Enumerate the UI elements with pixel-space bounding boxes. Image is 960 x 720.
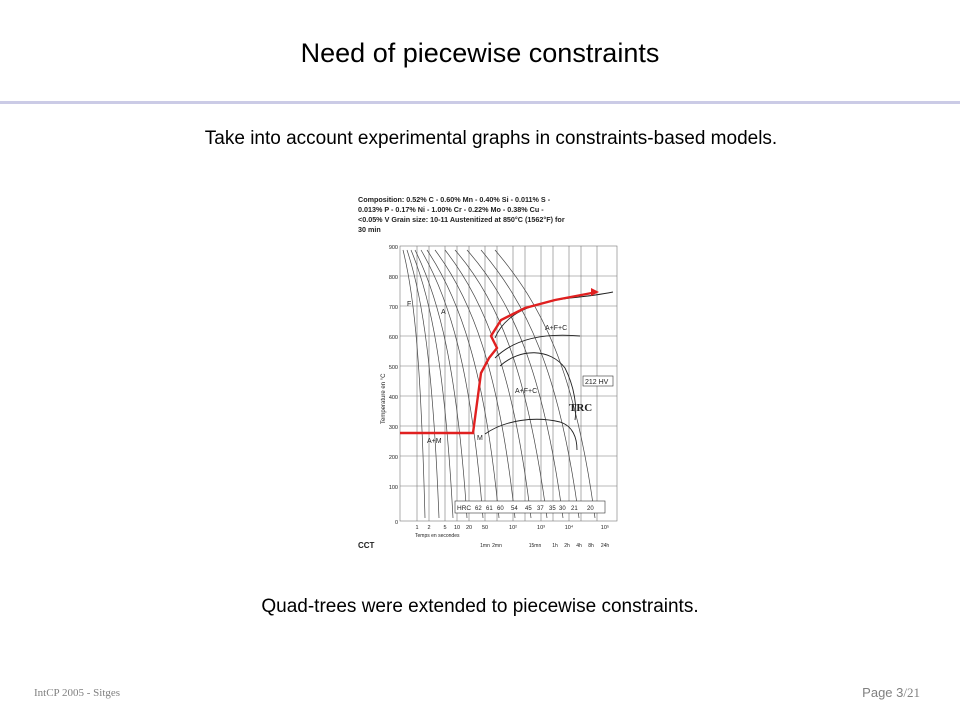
x-tick: 20: [465, 525, 473, 531]
y-tick-0: 0: [394, 520, 398, 526]
x-tick: 5: [443, 525, 447, 531]
x-tick: 10³: [537, 525, 545, 531]
x-sub-label: 2h: [564, 543, 570, 549]
y-tick-400: 400: [388, 395, 398, 401]
x-sub-label: 1mn: [480, 543, 490, 549]
x-tick: 10⁴: [564, 525, 574, 531]
hrc-value: 30: [559, 506, 566, 512]
page-total: 21: [907, 685, 920, 700]
y-tick-700: 700: [388, 305, 398, 311]
y-tick-200: 200: [388, 455, 398, 461]
page-number: [862, 685, 920, 701]
x-tick: 10⁵: [600, 525, 610, 531]
x-tick: 10²: [509, 525, 517, 531]
x-axis-label: Temps en secondes: [415, 533, 460, 539]
footer-conference: IntCP 2005 - Sitges: [34, 687, 121, 699]
x-sub-labels: [480, 543, 609, 549]
hrc-value: 35: [549, 506, 556, 512]
phase-label-afc-lower: A+F+C: [515, 388, 538, 395]
x-tick: 50: [481, 525, 489, 531]
x-sub-label: 8h: [588, 543, 594, 549]
hrc-value: 62: [475, 506, 482, 512]
x-tick: 2: [427, 525, 431, 531]
page-separator: /: [903, 685, 907, 700]
y-tick-300: 300: [388, 425, 398, 431]
x-sub-label: 2mn: [492, 543, 502, 549]
slide-caption: Quad-trees were extended to piecewise constraints.: [261, 596, 699, 617]
hrc-value: 61: [486, 506, 493, 512]
composition-line-2: 0.013% P - 0.17% Ni - 1.00% Cr - 0.22% Mo - 0.38% Cu -: [358, 205, 544, 214]
page-label: Page 3: [862, 685, 904, 700]
hrc-value: 21: [571, 506, 578, 512]
title-divider: [0, 101, 960, 104]
composition-line-3: <0.05% V Grain size: 10-11 Austenitized at 850°C (1562°F) for: [358, 215, 565, 224]
x-sub-label: 24h: [600, 543, 610, 549]
hrc-value: 54: [511, 506, 518, 512]
x-tick: 1: [415, 525, 419, 531]
phase-label-afc-upper: A+F+C: [545, 325, 568, 332]
hrc-value: 60: [497, 506, 504, 512]
y-tick-600: 600: [388, 335, 398, 341]
phase-label-f: F: [407, 301, 412, 308]
cooling-curves: [403, 250, 595, 518]
hrc-value: 45: [525, 506, 532, 512]
slide-title: Need of piecewise constraints: [300, 38, 660, 68]
x-sub-label: 1h: [552, 543, 558, 549]
y-axis-ticks: [389, 245, 398, 526]
y-axis-label: Temperature en °C: [381, 373, 387, 424]
cct-diagram-figure: [355, 188, 630, 553]
cct-label: CCT: [358, 541, 375, 550]
hardness-label: 212 HV: [585, 379, 609, 386]
x-sub-label: 4h: [576, 543, 582, 549]
phase-label-am: A+M: [427, 438, 442, 445]
x-axis-ticks: [415, 524, 609, 531]
y-tick-800: 800: [388, 275, 398, 281]
y-tick-500: 500: [388, 365, 398, 371]
highlight-constraint-curve: [400, 292, 597, 433]
trc-label: TRC: [569, 402, 593, 414]
slide-subtitle: Take into account experimental graphs in constraints-based models.: [204, 128, 778, 149]
x-sub-label: 15mn: [528, 543, 542, 549]
composition-line-4: 30 min: [358, 225, 381, 234]
phase-label-m: M: [477, 435, 483, 442]
composition-line-1: Composition: 0.52% C - 0.60% Mn - 0.40% Si - 0.011% S -: [358, 195, 551, 204]
hrc-label: HRC: [457, 505, 472, 512]
hrc-value: 37: [537, 506, 544, 512]
phase-label-a: A: [441, 309, 446, 316]
y-tick-100: 100: [388, 485, 398, 491]
cct-diagram: [355, 188, 630, 553]
hrc-value: 20: [587, 506, 594, 512]
x-tick: 10: [453, 525, 461, 531]
y-tick-900: 900: [388, 245, 398, 251]
